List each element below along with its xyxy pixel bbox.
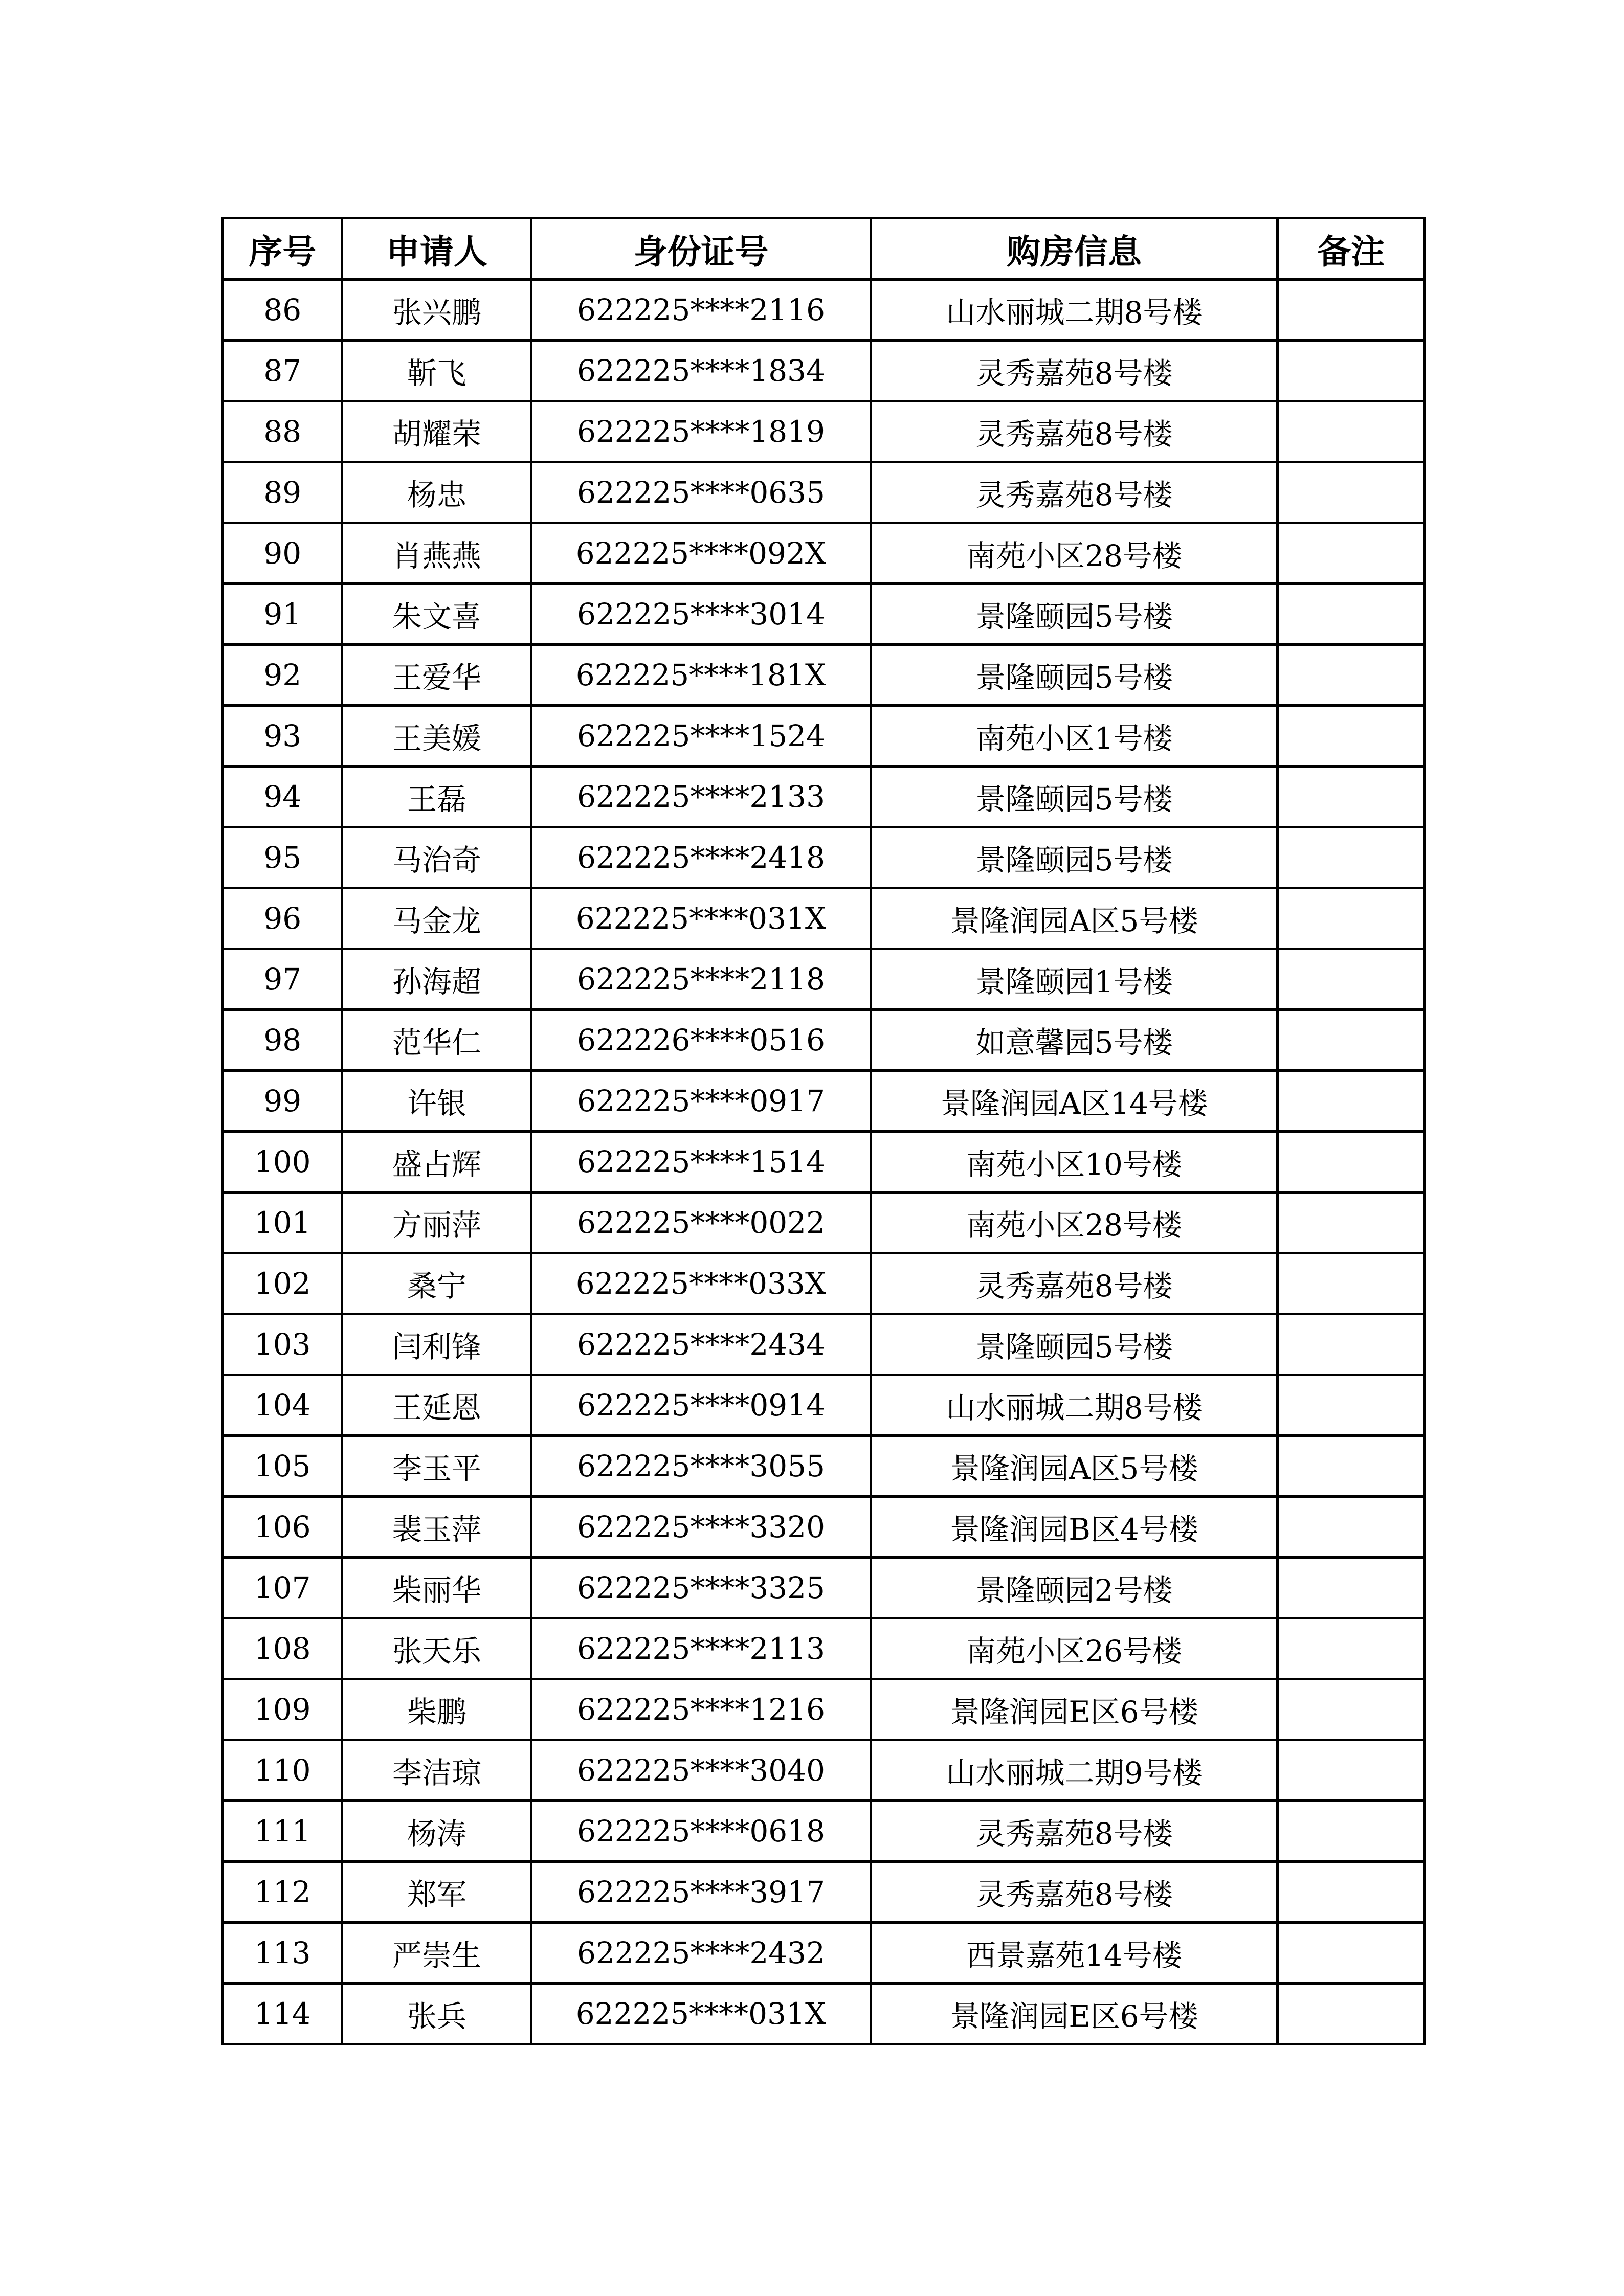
cell-id-number: 622225****2418 xyxy=(531,827,871,888)
table-row xyxy=(223,401,1425,462)
cell-remarks xyxy=(1278,706,1425,767)
cell-seq: 103 xyxy=(223,1314,342,1375)
cell-seq: 91 xyxy=(223,584,342,645)
table-row xyxy=(223,827,1425,888)
table-row xyxy=(223,1436,1425,1497)
cell-house-info: 南苑小区28号楼 xyxy=(871,523,1278,584)
cell-id-number: 622225****092X xyxy=(531,523,871,584)
cell-applicant: 杨涛 xyxy=(342,1801,531,1862)
table-row xyxy=(223,1618,1425,1679)
cell-applicant: 柴丽华 xyxy=(342,1558,531,1618)
table-row xyxy=(223,1801,1425,1862)
cell-remarks xyxy=(1278,1558,1425,1618)
table-body xyxy=(223,280,1425,2044)
cell-remarks xyxy=(1278,767,1425,827)
table-row xyxy=(223,1740,1425,1801)
cell-seq: 113 xyxy=(223,1923,342,1984)
cell-applicant: 闫利锋 xyxy=(342,1314,531,1375)
cell-id-number: 622225****1524 xyxy=(531,706,871,767)
cell-house-info: 景隆颐园5号楼 xyxy=(871,584,1278,645)
cell-seq: 97 xyxy=(223,949,342,1010)
table-row xyxy=(223,462,1425,523)
cell-id-number: 622225****0914 xyxy=(531,1375,871,1436)
cell-id-number: 622225****2434 xyxy=(531,1314,871,1375)
cell-remarks xyxy=(1278,1010,1425,1071)
cell-seq: 108 xyxy=(223,1618,342,1679)
cell-remarks xyxy=(1278,280,1425,341)
header-remarks: 备注 xyxy=(1278,218,1425,280)
table-row xyxy=(223,767,1425,827)
table-row xyxy=(223,1923,1425,1984)
cell-house-info: 南苑小区26号楼 xyxy=(871,1618,1278,1679)
cell-id-number: 622225****1819 xyxy=(531,401,871,462)
cell-seq: 98 xyxy=(223,1010,342,1071)
cell-applicant: 盛占辉 xyxy=(342,1132,531,1192)
cell-house-info: 西景嘉苑14号楼 xyxy=(871,1923,1278,1984)
cell-applicant: 李玉平 xyxy=(342,1436,531,1497)
cell-id-number: 622225****2116 xyxy=(531,280,871,341)
table-row xyxy=(223,706,1425,767)
cell-id-number: 622225****3325 xyxy=(531,1558,871,1618)
cell-house-info: 景隆润园E区6号楼 xyxy=(871,1984,1278,2044)
cell-applicant: 郑军 xyxy=(342,1862,531,1923)
cell-applicant: 张天乐 xyxy=(342,1618,531,1679)
cell-id-number: 622225****3040 xyxy=(531,1740,871,1801)
table-row xyxy=(223,1862,1425,1923)
table-row xyxy=(223,1558,1425,1618)
cell-seq: 110 xyxy=(223,1740,342,1801)
table-header-row xyxy=(223,218,1425,280)
header-id-number: 身份证号 xyxy=(531,218,871,280)
table-row xyxy=(223,1192,1425,1253)
cell-applicant: 王延恩 xyxy=(342,1375,531,1436)
cell-house-info: 景隆润园B区4号楼 xyxy=(871,1497,1278,1558)
table-row xyxy=(223,1132,1425,1192)
cell-applicant: 胡耀荣 xyxy=(342,401,531,462)
cell-house-info: 南苑小区28号楼 xyxy=(871,1192,1278,1253)
cell-seq: 109 xyxy=(223,1679,342,1740)
cell-house-info: 灵秀嘉苑8号楼 xyxy=(871,1862,1278,1923)
cell-applicant: 朱文喜 xyxy=(342,584,531,645)
cell-applicant: 马金龙 xyxy=(342,888,531,949)
cell-remarks xyxy=(1278,1436,1425,1497)
table-row xyxy=(223,1010,1425,1071)
cell-remarks xyxy=(1278,1618,1425,1679)
cell-remarks xyxy=(1278,1862,1425,1923)
cell-id-number: 622225****0917 xyxy=(531,1071,871,1132)
cell-remarks xyxy=(1278,1314,1425,1375)
cell-applicant: 王爱华 xyxy=(342,645,531,706)
cell-remarks xyxy=(1278,949,1425,1010)
cell-house-info: 景隆颐园5号楼 xyxy=(871,645,1278,706)
cell-house-info: 灵秀嘉苑8号楼 xyxy=(871,401,1278,462)
cell-remarks xyxy=(1278,1132,1425,1192)
cell-applicant: 肖燕燕 xyxy=(342,523,531,584)
cell-house-info: 景隆润园A区5号楼 xyxy=(871,888,1278,949)
cell-house-info: 灵秀嘉苑8号楼 xyxy=(871,1253,1278,1314)
cell-remarks xyxy=(1278,1984,1425,2044)
table-row xyxy=(223,888,1425,949)
cell-seq: 104 xyxy=(223,1375,342,1436)
table-row xyxy=(223,1071,1425,1132)
cell-seq: 96 xyxy=(223,888,342,949)
cell-remarks xyxy=(1278,523,1425,584)
cell-remarks xyxy=(1278,341,1425,401)
cell-applicant: 范华仁 xyxy=(342,1010,531,1071)
cell-seq: 88 xyxy=(223,401,342,462)
cell-seq: 92 xyxy=(223,645,342,706)
cell-id-number: 622225****2432 xyxy=(531,1923,871,1984)
cell-remarks xyxy=(1278,645,1425,706)
cell-house-info: 山水丽城二期9号楼 xyxy=(871,1740,1278,1801)
cell-id-number: 622225****1216 xyxy=(531,1679,871,1740)
cell-seq: 94 xyxy=(223,767,342,827)
cell-house-info: 景隆润园A区5号楼 xyxy=(871,1436,1278,1497)
table-row xyxy=(223,1253,1425,1314)
table-row xyxy=(223,341,1425,401)
cell-remarks xyxy=(1278,1192,1425,1253)
table-row xyxy=(223,645,1425,706)
header-applicant: 申请人 xyxy=(342,218,531,280)
header-seq: 序号 xyxy=(223,218,342,280)
cell-applicant: 桑宁 xyxy=(342,1253,531,1314)
cell-applicant: 严崇生 xyxy=(342,1923,531,1984)
cell-seq: 95 xyxy=(223,827,342,888)
cell-house-info: 灵秀嘉苑8号楼 xyxy=(871,1801,1278,1862)
cell-remarks xyxy=(1278,584,1425,645)
cell-house-info: 南苑小区1号楼 xyxy=(871,706,1278,767)
table-row xyxy=(223,1375,1425,1436)
cell-applicant: 张兴鹏 xyxy=(342,280,531,341)
cell-id-number: 622225****3014 xyxy=(531,584,871,645)
cell-id-number: 622225****1514 xyxy=(531,1132,871,1192)
cell-remarks xyxy=(1278,1253,1425,1314)
cell-house-info: 景隆颐园1号楼 xyxy=(871,949,1278,1010)
cell-applicant: 方丽萍 xyxy=(342,1192,531,1253)
cell-house-info: 山水丽城二期8号楼 xyxy=(871,280,1278,341)
cell-seq: 114 xyxy=(223,1984,342,2044)
cell-house-info: 景隆颐园2号楼 xyxy=(871,1558,1278,1618)
cell-id-number: 622225****2118 xyxy=(531,949,871,1010)
cell-remarks xyxy=(1278,1801,1425,1862)
cell-house-info: 景隆颐园5号楼 xyxy=(871,1314,1278,1375)
cell-house-info: 景隆润园E区6号楼 xyxy=(871,1679,1278,1740)
cell-remarks xyxy=(1278,401,1425,462)
cell-id-number: 622225****031X xyxy=(531,888,871,949)
cell-seq: 105 xyxy=(223,1436,342,1497)
cell-seq: 90 xyxy=(223,523,342,584)
cell-seq: 107 xyxy=(223,1558,342,1618)
cell-remarks xyxy=(1278,1679,1425,1740)
cell-id-number: 622225****3055 xyxy=(531,1436,871,1497)
cell-id-number: 622225****2133 xyxy=(531,767,871,827)
table-row xyxy=(223,523,1425,584)
housing-applicant-table xyxy=(221,217,1426,2045)
cell-house-info: 景隆颐园5号楼 xyxy=(871,827,1278,888)
cell-seq: 87 xyxy=(223,341,342,401)
cell-house-info: 山水丽城二期8号楼 xyxy=(871,1375,1278,1436)
cell-seq: 99 xyxy=(223,1071,342,1132)
cell-applicant: 张兵 xyxy=(342,1984,531,2044)
cell-id-number: 622225****3320 xyxy=(531,1497,871,1558)
cell-house-info: 灵秀嘉苑8号楼 xyxy=(871,462,1278,523)
cell-seq: 93 xyxy=(223,706,342,767)
cell-applicant: 李洁琼 xyxy=(342,1740,531,1801)
cell-seq: 86 xyxy=(223,280,342,341)
cell-seq: 89 xyxy=(223,462,342,523)
cell-applicant: 马治奇 xyxy=(342,827,531,888)
cell-remarks xyxy=(1278,1497,1425,1558)
cell-remarks xyxy=(1278,1375,1425,1436)
cell-house-info: 如意馨园5号楼 xyxy=(871,1010,1278,1071)
cell-id-number: 622225****181X xyxy=(531,645,871,706)
cell-remarks xyxy=(1278,827,1425,888)
cell-applicant: 靳飞 xyxy=(342,341,531,401)
cell-id-number: 622225****031X xyxy=(531,1984,871,2044)
cell-id-number: 622225****1834 xyxy=(531,341,871,401)
cell-seq: 100 xyxy=(223,1132,342,1192)
cell-remarks xyxy=(1278,462,1425,523)
cell-house-info: 景隆润园A区14号楼 xyxy=(871,1071,1278,1132)
cell-applicant: 王磊 xyxy=(342,767,531,827)
cell-house-info: 南苑小区10号楼 xyxy=(871,1132,1278,1192)
cell-seq: 101 xyxy=(223,1192,342,1253)
cell-id-number: 622225****0618 xyxy=(531,1801,871,1862)
cell-seq: 112 xyxy=(223,1862,342,1923)
cell-id-number: 622225****2113 xyxy=(531,1618,871,1679)
cell-remarks xyxy=(1278,888,1425,949)
cell-applicant: 孙海超 xyxy=(342,949,531,1010)
cell-applicant: 王美媛 xyxy=(342,706,531,767)
cell-remarks xyxy=(1278,1071,1425,1132)
table-row xyxy=(223,949,1425,1010)
table-row xyxy=(223,584,1425,645)
table-row xyxy=(223,1314,1425,1375)
cell-id-number: 622225****0022 xyxy=(531,1192,871,1253)
table-row xyxy=(223,1984,1425,2044)
cell-seq: 106 xyxy=(223,1497,342,1558)
cell-id-number: 622226****0516 xyxy=(531,1010,871,1071)
table-row xyxy=(223,280,1425,341)
table-row xyxy=(223,1497,1425,1558)
cell-applicant: 杨忠 xyxy=(342,462,531,523)
table-row xyxy=(223,1679,1425,1740)
cell-seq: 102 xyxy=(223,1253,342,1314)
cell-remarks xyxy=(1278,1740,1425,1801)
cell-seq: 111 xyxy=(223,1801,342,1862)
cell-house-info: 景隆颐园5号楼 xyxy=(871,767,1278,827)
cell-id-number: 622225****3917 xyxy=(531,1862,871,1923)
cell-applicant: 柴鹏 xyxy=(342,1679,531,1740)
cell-applicant: 许银 xyxy=(342,1071,531,1132)
cell-house-info: 灵秀嘉苑8号楼 xyxy=(871,341,1278,401)
cell-id-number: 622225****033X xyxy=(531,1253,871,1314)
cell-remarks xyxy=(1278,1923,1425,1984)
cell-id-number: 622225****0635 xyxy=(531,462,871,523)
header-house-info: 购房信息 xyxy=(871,218,1278,280)
cell-applicant: 裴玉萍 xyxy=(342,1497,531,1558)
